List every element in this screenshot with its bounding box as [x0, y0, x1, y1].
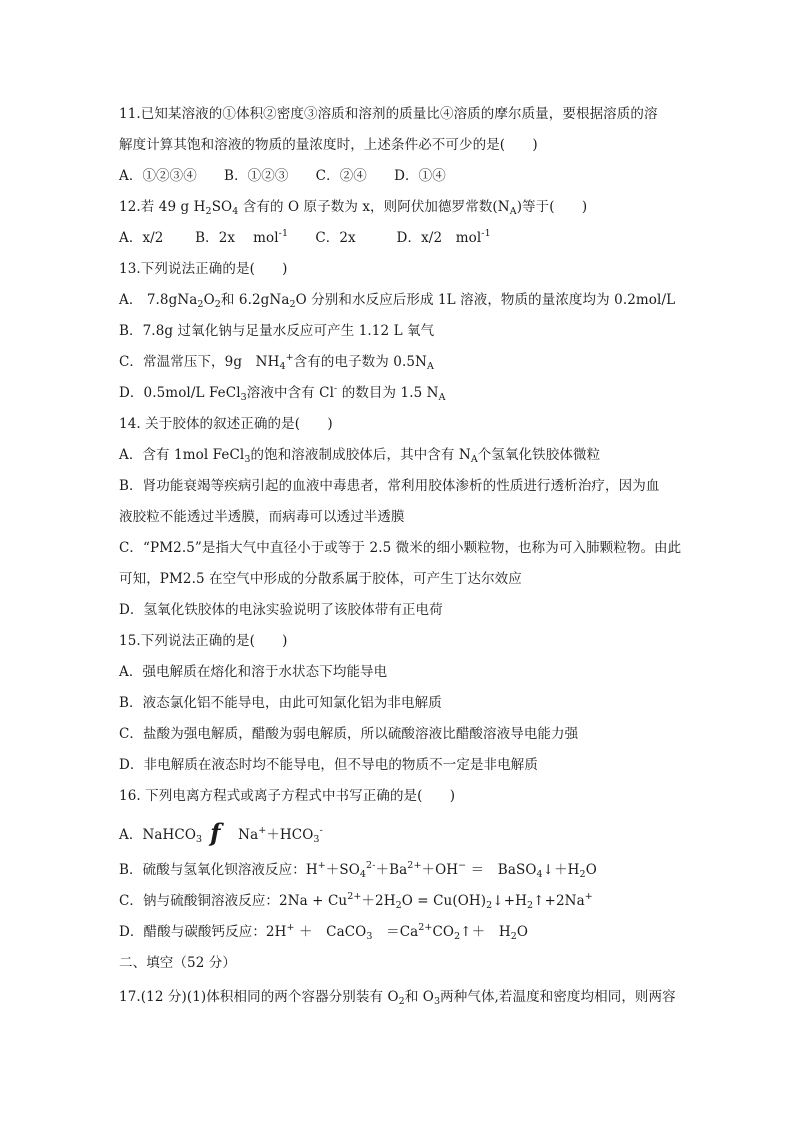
q14-stem: 14. 关于胶体的叙述正确的是( ) — [119, 416, 333, 432]
section-title: 二、填空（52 分） — [119, 955, 236, 971]
q15-option-b: B．液态氯化铝不能导电，由此可知氯化铝为非电解质 — [119, 695, 442, 711]
q13-option-b: B．7.8g 过氧化钠与足量水反应可产生 1.12 L 氧气 — [119, 323, 435, 339]
q16-option-c: C．钠与硫酸铜溶液反应：$2Na + Cu^{2+}+2H_2O$ = $Cu(OH)_2↓+H_2↑+2Na^+$ — [119, 891, 593, 911]
q12-stem: 12.若 49 g $H_2SO_4$ 含有的 O 原子数为 x，则阿伏加德罗常数$(N_A)$等于( ) — [119, 199, 588, 217]
q16-option-d: D．醋酸与碳酸钙反应：2H+ ＋ CaCO$_3$ $=Ca^{2+}CO_2↑+$ $H_2O$ — [119, 922, 529, 942]
q17-stem: 17.(12 分)(1)体积相同的两个容器分别装有 $O_2$和 $O_3$两种气体,若温度和密度均相同，则两容 — [119, 989, 676, 1007]
q14-option-c-line1: C．“PM2.5”是指大气中直径小于或等于 2.5 微米的细小颗粒物，也称为可入肺颗粒物。由此 — [119, 540, 682, 556]
q15-stem: 15.下列说法正确的是( ) — [119, 633, 288, 649]
q15-option-c: C．盐酸为强电解质，醋酸为弱电解质，所以硫酸溶液比醋酸溶液导电能力强 — [119, 726, 579, 742]
q13-option-a: A． $7.8gNa_2O_2$和 6.2gNa$_2$O 分别和水反应后形成 1L 溶液，物质的量浓度均为 0.2mol/L — [119, 292, 676, 310]
q14-option-b-line2: 液胶粒不能透过半透膜，而病毒可以透过半透膜 — [119, 509, 405, 525]
q11-stem-line1: 11.已知某溶液的①体积②密度③溶质和溶剂的质量比④溶质的摩尔质量，要根据溶质的溶 — [119, 106, 658, 122]
q12-options: A．x/2 B．2x mol$^{-1}$ C．2x D．x/2 mol$^{-1}$ — [119, 228, 491, 246]
q11-stem-line2: 解度计算其饱和溶液的物质的量浓度时，上述条件必不可少的是( ) — [119, 137, 538, 153]
reversible-arrow-glyph: f — [210, 818, 221, 847]
q13-stem: 13.下列说法正确的是( ) — [119, 261, 288, 277]
q16-option-b: B．硫酸与氢氧化钡溶液反应：$H^++SO_4^{2-}+Ba^{2+}+OH^-$ ＝ $BaSO_4↓+H_2O$ — [119, 860, 597, 880]
q15-option-d: D．非电解质在液态时均不能导电，但不导电的物质不一定是非电解质 — [119, 757, 538, 773]
q16-stem: 16. 下列电离方程式或离子方程式中书写正确的是( ) — [119, 788, 456, 804]
q14-option-b-line1: B．肾功能衰竭等疾病引起的血液中毒患者，常利用胶体渗析的性质进行透析治疗，因为血 — [119, 478, 660, 494]
q14-option-d: D．氢氧化铁胶体的电泳实验说明了该胶体带有正电荷 — [119, 602, 443, 618]
q14-option-a: A．含有 1mol FeCl$_3$的饱和溶液制成胶体后，其中含有 $N_A$个氢氧化铁胶体微粒 — [119, 447, 601, 465]
q15-option-a: A．强电解质在熔化和溶于水状态下均能导电 — [119, 664, 388, 680]
q14-option-c-line2: 可知，PM2.5 在空气中形成的分散系属于胶体，可产生丁达尔效应 — [119, 571, 522, 587]
q13-option-c: C．常温常压下，9g $NH_4^+$含有的电子数为 $0.5N_A$ — [119, 352, 434, 372]
q16-option-a: A．NaHCO$_3$ f $Na^++HCO_3^-$ — [119, 818, 323, 847]
q13-option-d: D．0.5mol/L FeCl$_3$溶液中含有 Cl- 的数目为 1.5 $N_A$ — [119, 383, 446, 403]
q11-options: A．①②③④ B．①②③ C．②④ D．①④ — [119, 168, 446, 184]
